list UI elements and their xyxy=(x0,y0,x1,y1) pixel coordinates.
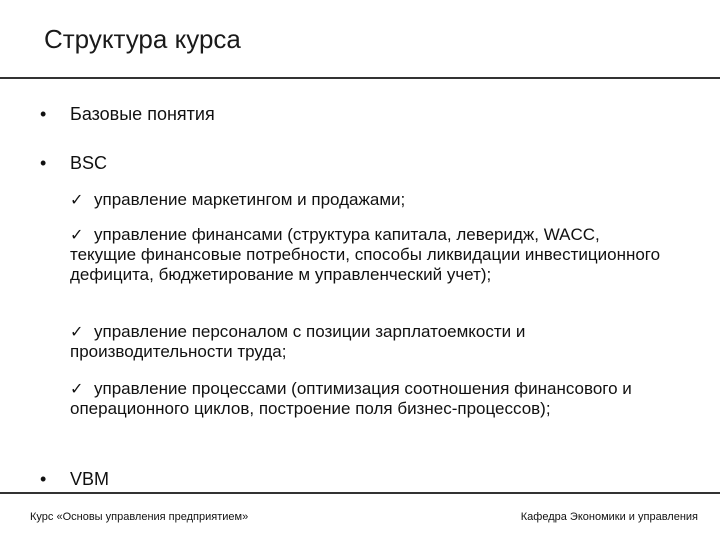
title-divider xyxy=(0,77,720,79)
subitem-personnel xyxy=(70,322,670,362)
footer-divider xyxy=(0,492,720,494)
bullet-marker: • xyxy=(40,153,47,173)
subitem-finance xyxy=(70,225,670,285)
bullet-vbm xyxy=(40,468,109,490)
bullet-basic-concepts xyxy=(40,103,215,125)
bullet-label: Базовые понятия xyxy=(70,104,215,124)
checkmark-icon: ✓ xyxy=(70,225,84,244)
subitem-text: управление персоналом с позиции зарплатоемкости и производительности труда; xyxy=(70,322,526,361)
footer-department: Кафедра Экономики и управления xyxy=(520,511,698,523)
bullet-bsc xyxy=(40,152,107,174)
checkmark-icon: ✓ xyxy=(70,379,84,398)
subitem-text: управление процессами (оптимизация соотношения финансового и операционного циклов, построение поля бизнес-процессов); xyxy=(70,379,632,418)
slide-title: Структура курса xyxy=(44,24,241,54)
bullet-label: VBM xyxy=(70,469,110,489)
subitem-text: управление маркетингом и продажами; xyxy=(94,190,406,209)
bullet-marker: • xyxy=(40,104,47,124)
checkmark-icon: ✓ xyxy=(70,190,84,209)
checkmark-icon: ✓ xyxy=(70,322,84,341)
subitem-text: управление финансами (структура капитала, леверидж, WACC, текущие финансовые потребности, способы ликвидации инвестиционного дефицита, бюджетирование м управленческий учет); xyxy=(70,225,661,284)
footer-course: Курс «Основы управления предприятием» xyxy=(30,511,249,523)
bullet-label: BSC xyxy=(70,153,108,173)
bullet-marker: • xyxy=(40,469,47,489)
subitem-processes xyxy=(70,379,670,419)
subitem-marketing xyxy=(70,190,670,210)
